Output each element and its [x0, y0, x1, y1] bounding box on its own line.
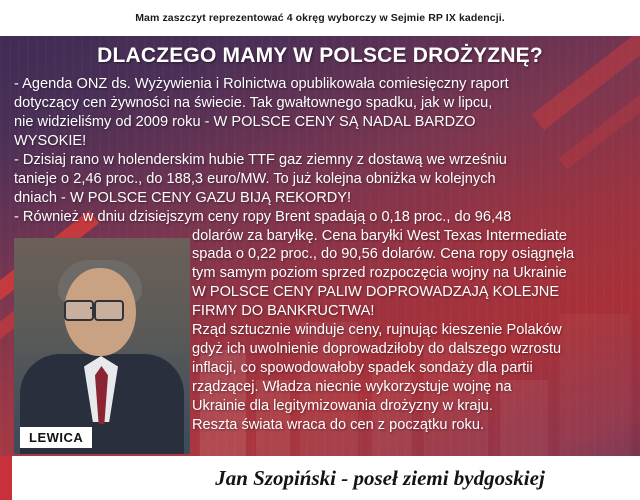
- body-line: Reszta świata wraca do cen z początku roku.: [192, 416, 485, 433]
- body-line: spada o 0,22 proc., do 90,56 dolarów. Cena ropy osiągnęła: [192, 246, 575, 263]
- top-banner-text: Mam zaszczyt reprezentować 4 okręg wyborczy w Sejmie RP IX kadencji.: [135, 12, 505, 24]
- body-line: rządzącej. Władza niecnie wykorzystuje wojnę na: [192, 379, 512, 395]
- body-line: WYSOKIE!: [14, 132, 87, 149]
- body-line: - Również w dniu dzisiejszym ceny ropy Brent spadają o 0,18 proc., do 96,48: [14, 208, 512, 225]
- body-line: nie widzieliśmy od 2009 roku - W POLSCE CENY SĄ NADAL BARDZO: [14, 113, 476, 130]
- body-line: tanieje o 2,46 proc., do 188,3 euro/MW. To już kolejna obniżka w kolejnych: [14, 170, 496, 187]
- body-line: tym samym poziom sprzed rozpoczęcia wojny na Ukrainie: [192, 265, 567, 282]
- body-line: inflacji, co spowodowałoby spadek sondaży dla partii: [192, 360, 533, 377]
- body-line: FIRMY DO BANKRUCTWA!: [192, 303, 375, 320]
- footer-red-accent: [0, 456, 12, 500]
- body-line: dolarów za baryłkę. Cena baryłki West Texas Intermediate: [192, 227, 568, 244]
- body-line: dniach - W POLSCE CENY GAZU BIJĄ REKORDY!: [14, 189, 352, 206]
- body-line: W POLSCE CENY PALIW DOPROWADZAJĄ KOLEJNE: [192, 284, 560, 301]
- top-banner: [0, 0, 640, 36]
- body-line: dotyczący cen żywności na świecie. Tak gwałtownego spadku, jak w lipcu,: [14, 94, 493, 111]
- page-title: DLACZEGO MAMY W POLSCE DROŻYZNĘ?: [97, 44, 543, 67]
- body-line: gdyż ich uwolnienie doprowadziłoby do dalszego wzrostu: [192, 341, 562, 358]
- body-line: - Dzisiaj rano w holenderskim hubie TTF gaz ziemny z dostawą we wrześniu: [14, 151, 507, 168]
- footer-bar: [0, 456, 640, 500]
- party-badge: LEWICA: [20, 427, 92, 448]
- body-line: Ukrainie dla legitymizowania drożyzny w kraju.: [192, 397, 493, 414]
- body-line: - Agenda ONZ ds. Wyżywienia i Rolnictwa opublikowała comiesięczny raport: [14, 76, 509, 92]
- footer-name: Jan Szopiński - poseł ziemi bydgoskiej: [215, 465, 545, 490]
- body-text-block: [14, 76, 626, 436]
- body-line: Rząd sztucznie winduje ceny, rujnując kieszenie Polaków: [192, 322, 562, 339]
